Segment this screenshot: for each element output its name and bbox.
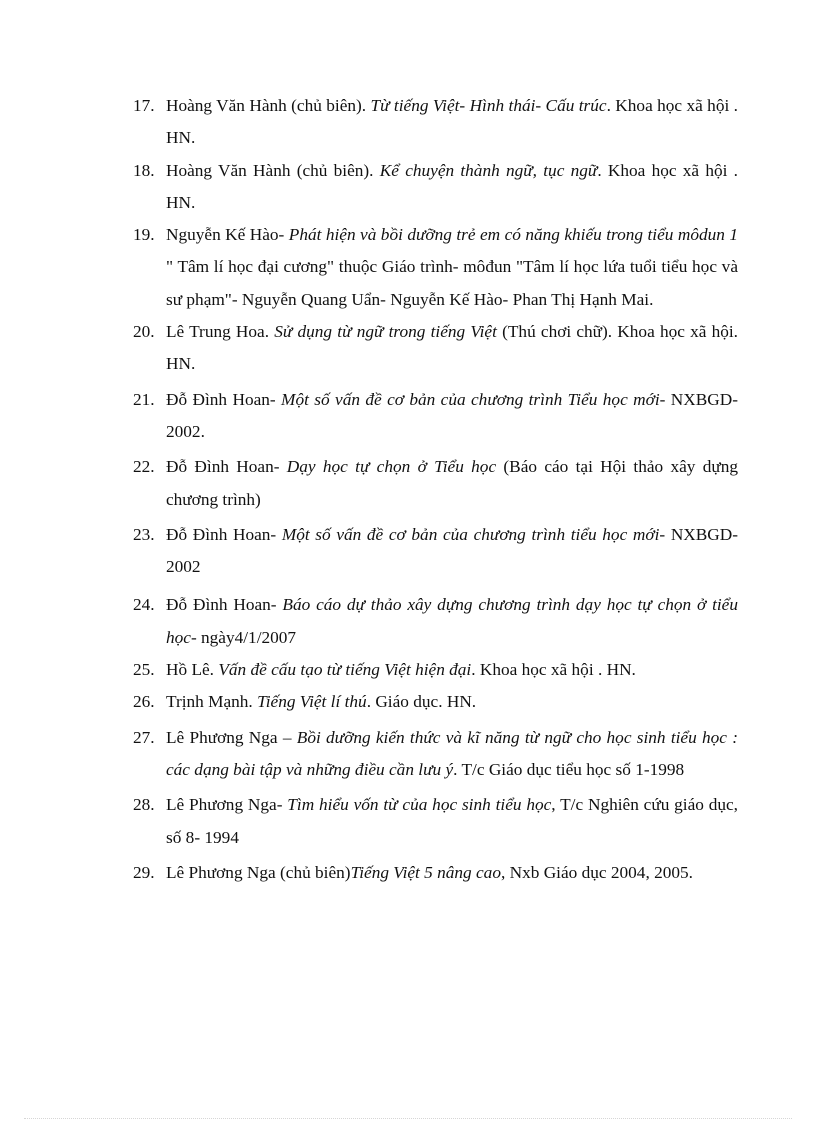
reference-publisher: , T/c Nghiên cứu giáo dục, số 8- 1994	[166, 795, 739, 847]
reference-author: Đỗ Đình Hoan-	[166, 389, 276, 409]
reference-title: Tiếng Việt 5 nâng cao	[350, 862, 501, 882]
reference-title: Bồi dưỡng kiến thức và kĩ năng từ ngữ cho học sinh tiểu học : các dạng bài tập và những điều cần lưu ý	[166, 727, 738, 779]
reference-item	[133, 722, 738, 787]
reference-author: Trịnh Mạnh.	[166, 692, 253, 712]
reference-publisher: , Nxb Giáo dục 2004, 2005.	[500, 862, 693, 882]
reference-item	[133, 451, 738, 516]
reference-author: Hoàng Văn Hành (chủ biên).	[166, 160, 374, 180]
reference-title: Phát hiện và bồi dưỡng trẻ em có năng khiếu trong tiểu môdun 1	[288, 225, 738, 245]
reference-publisher: (Thú chơi chữ). Khoa học xã hội. HN.	[166, 322, 739, 374]
reference-title: Sử dụng từ ngữ trong tiếng Việt	[274, 322, 497, 342]
reference-title: Một số vấn đề cơ bản của chương trình Tiểu học mới-	[281, 389, 666, 409]
reference-publisher: . Giáo dục. HN.	[366, 692, 477, 712]
reference-number: 23.	[133, 524, 155, 544]
reference-publisher: . T/c Giáo dục tiểu học số 1-1998	[453, 759, 685, 779]
reference-title: Từ tiếng Việt- Hình thái- Cấu trúc	[370, 96, 607, 115]
reference-publisher: - ngày4/1/2007	[190, 627, 297, 647]
reference-title: Kể chuyện thành ngữ, tục ngữ	[379, 160, 598, 180]
reference-publisher: " Tâm lí học đại cương" thuộc Giáo trình- môđun "Tâm lí học lứa tuổi tiểu học và sư phạm"- Nguyễn Quang Uẩn- Nguyễn Kế Hào- Phan Thị Hạnh Mai.	[166, 257, 738, 309]
reference-item	[133, 654, 738, 686]
reference-item	[133, 519, 738, 584]
reference-publisher: . Khoa học xã hội . HN.	[471, 660, 636, 680]
reference-number: 17.	[133, 96, 155, 115]
reference-number: 27.	[133, 727, 155, 747]
reference-title: Báo cáo dự thảo xây dựng chương trình dạy học tự chọn ở tiểu học	[166, 595, 738, 647]
reference-author: Lê Phương Nga (chủ biên)	[166, 862, 351, 882]
reference-publisher: . Khoa học xã hội . HN.	[166, 160, 738, 212]
reference-item	[133, 589, 738, 654]
reference-number: 22.	[133, 457, 155, 477]
reference-author: Đỗ Đình Hoan-	[166, 457, 280, 477]
reference-number: 24.	[133, 595, 155, 615]
reference-number: 26.	[133, 692, 155, 712]
reference-publisher: NXBGD-2002.	[166, 389, 738, 441]
reference-item	[133, 789, 738, 854]
reference-author: Hoàng Văn Hành (chủ biên).	[166, 96, 367, 115]
reference-item	[133, 90, 738, 155]
reference-number: 29.	[133, 862, 155, 882]
reference-number: 25.	[133, 660, 155, 680]
reference-title: Vấn đề cấu tạo từ tiếng Việt hiện đại	[218, 660, 472, 680]
reference-title: Dạy học tự chọn ở Tiểu học	[286, 457, 497, 477]
reference-publisher: NXBGD-2002	[166, 524, 739, 577]
reference-item	[133, 316, 738, 381]
reference-title: Một số vấn đề cơ bản của chương trình tiểu học mới-	[281, 524, 666, 544]
reference-item	[133, 155, 738, 220]
reference-item	[133, 384, 738, 449]
reference-author: Đỗ Đình Hoan-	[166, 524, 277, 544]
reference-publisher: . Khoa học xã hội . HN.	[166, 96, 738, 148]
reference-number: 21.	[133, 389, 155, 409]
reference-publisher: (Báo cáo tại Hội thảo xây dựng chương trình)	[166, 457, 738, 509]
reference-author: Đỗ Đình Hoan-	[166, 595, 277, 615]
reference-item	[133, 219, 738, 316]
reference-number: 20.	[133, 322, 155, 342]
reference-number: 18.	[133, 160, 155, 180]
reference-author: Lê Phương Nga-	[166, 795, 283, 815]
reference-title: Tìm hiểu vốn từ của học sinh tiểu học	[287, 795, 552, 815]
reference-item	[133, 857, 738, 889]
reference-number: 19.	[133, 225, 155, 245]
reference-author: Nguyễn Kế Hào-	[166, 225, 285, 245]
reference-title: Tiếng Việt lí thú	[257, 692, 367, 712]
page-bottom-divider	[24, 1118, 792, 1119]
reference-item	[133, 686, 738, 718]
reference-author: Hồ Lê.	[166, 660, 214, 680]
reference-number: 28.	[133, 795, 155, 815]
reference-author: Lê Trung Hoa.	[166, 322, 270, 342]
reference-author: Lê Phương Nga –	[166, 727, 292, 747]
reference-list	[133, 90, 738, 889]
